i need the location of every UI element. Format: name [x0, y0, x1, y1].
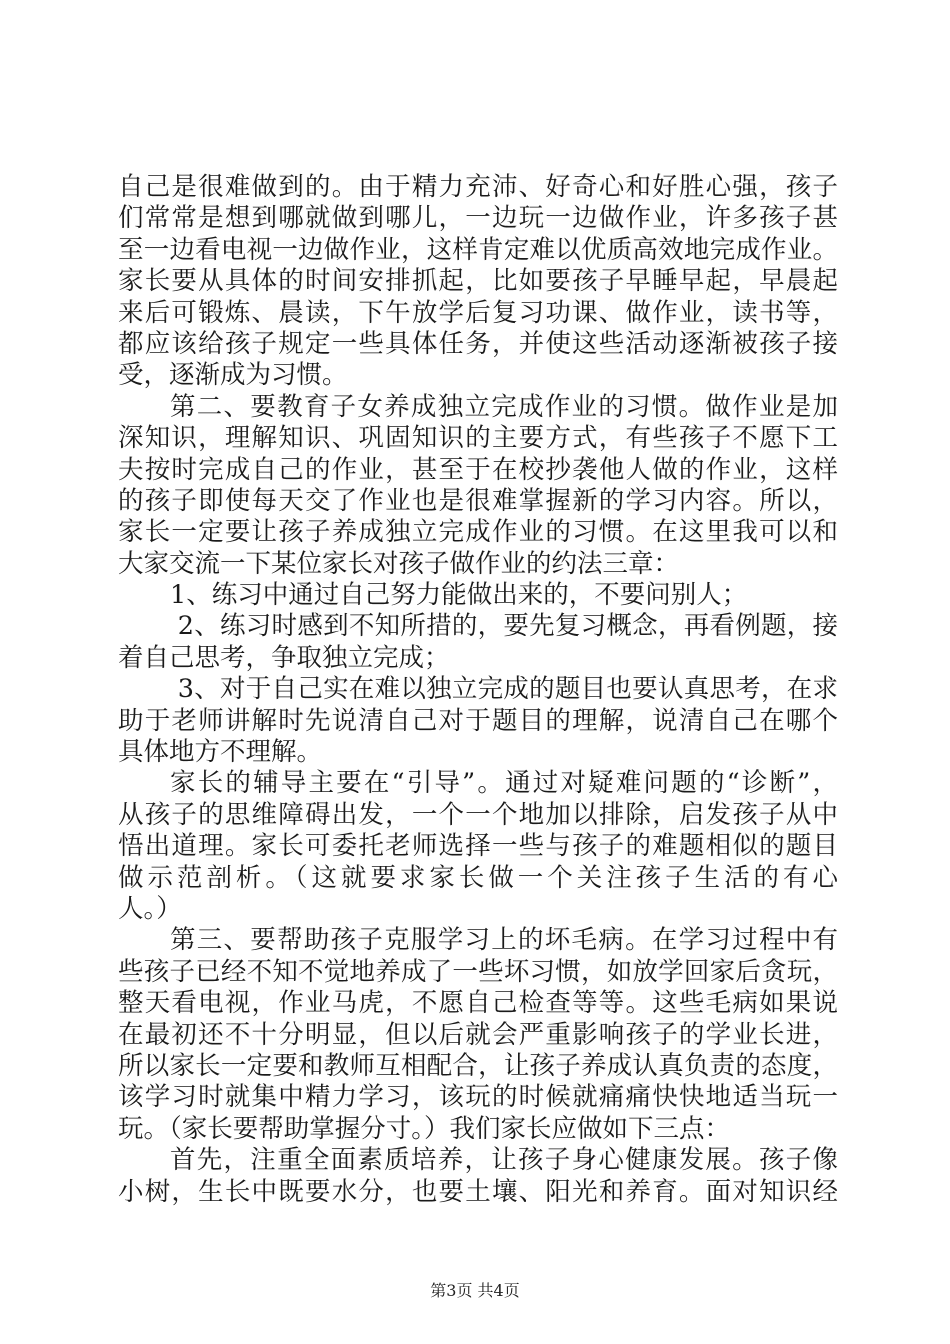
text-line: 的孩子即使每天交了作业也是很难掌握新的学习内容。所以，	[118, 485, 838, 516]
text-line: 大家交流一下某位家长对孩子做作业的约法三章：	[118, 548, 680, 579]
text-line: 具体地方不理解。	[118, 737, 323, 768]
text-line: 玩。（家长要帮助掌握分寸。）我们家长应做如下三点：	[118, 1113, 731, 1144]
text-line: 从孩子的思维障碍出发，一个一个地加以排除，启发孩子从中	[118, 799, 838, 830]
text-line: 深知识，理解知识、巩固知识的主要方式，有些孩子不愿下工	[118, 423, 838, 454]
text-line: 首先，注重全面素质培养，让孩子身心健康发展。孩子像	[170, 1145, 838, 1176]
text-line: 2、练习时感到不知所措的，要先复习概念，再看例题，接	[177, 611, 838, 642]
text-line: 该学习时就集中精力学习，该玩的时候就痛痛快快地适当玩一	[118, 1082, 838, 1113]
text-line: 整天看电视，作业马虎，不愿自己检查等等。这些毛病如果说	[118, 988, 838, 1019]
text-line: 家长的辅导主要在“引导”。通过对疑难问题的“诊断”，	[170, 768, 838, 799]
text-line: 第二、要教育子女养成独立完成作业的习惯。做作业是加	[170, 391, 838, 422]
text-line: 做示范剖析。（这就要求家长做一个关注孩子生活的有心	[118, 862, 838, 893]
text-line: 家长一定要让孩子养成独立完成作业的习惯。在这里我可以和	[118, 517, 838, 548]
text-line: 助于老师讲解时先说清自己对于题目的理解，说清自己在哪个	[118, 705, 838, 736]
text-line: 人。）	[118, 893, 182, 924]
text-line: 都应该给孩子规定一些具体任务，并使这些活动逐渐被孩子接	[118, 328, 838, 359]
text-line: 自己是很难做到的。由于精力充沛、好奇心和好胜心强，孩子	[118, 172, 838, 202]
text-line: 3、对于自己实在难以独立完成的题目也要认真思考，在求	[177, 674, 838, 705]
text-line: 们常常是想到哪就做到哪儿，一边玩一边做作业，许多孩子甚	[118, 203, 838, 234]
document-body	[118, 172, 838, 1208]
text-line: 家长要从具体的时间安排抓起，比如要孩子早睡早起，早晨起	[118, 266, 838, 297]
text-line: 至一边看电视一边做作业，这样肯定难以优质高效地完成作业。	[118, 234, 838, 265]
text-line: 悟出道理。家长可委托老师选择一些与孩子的难题相似的题目	[118, 831, 838, 862]
text-line: 小树，生长中既要水分，也要土壤、阳光和养育。面对知识经	[118, 1176, 838, 1207]
page-footer: 第3页 共4页	[430, 1281, 520, 1300]
text-line: 在最初还不十分明显，但以后就会严重影响孩子的学业长进，	[118, 1019, 838, 1050]
text-line: 所以家长一定要和教师互相配合，让孩子养成认真负责的态度，	[118, 1050, 838, 1081]
text-line: 1、练习中通过自己努力能做出来的，不要问别人；	[170, 580, 748, 611]
text-line: 着自己思考，争取独立完成；	[118, 642, 450, 673]
text-line: 受，逐渐成为习惯。	[118, 360, 348, 391]
text-line: 夫按时完成自己的作业，甚至于在校抄袭他人做的作业，这样	[118, 454, 838, 485]
text-line: 来后可锻炼、晨读，下午放学后复习功课、做作业，读书等，	[118, 297, 838, 328]
text-line: 第三、要帮助孩子克服学习上的坏毛病。在学习过程中有	[170, 925, 838, 956]
text-line: 些孩子已经不知不觉地养成了一些坏习惯，如放学回家后贪玩，	[118, 956, 838, 987]
